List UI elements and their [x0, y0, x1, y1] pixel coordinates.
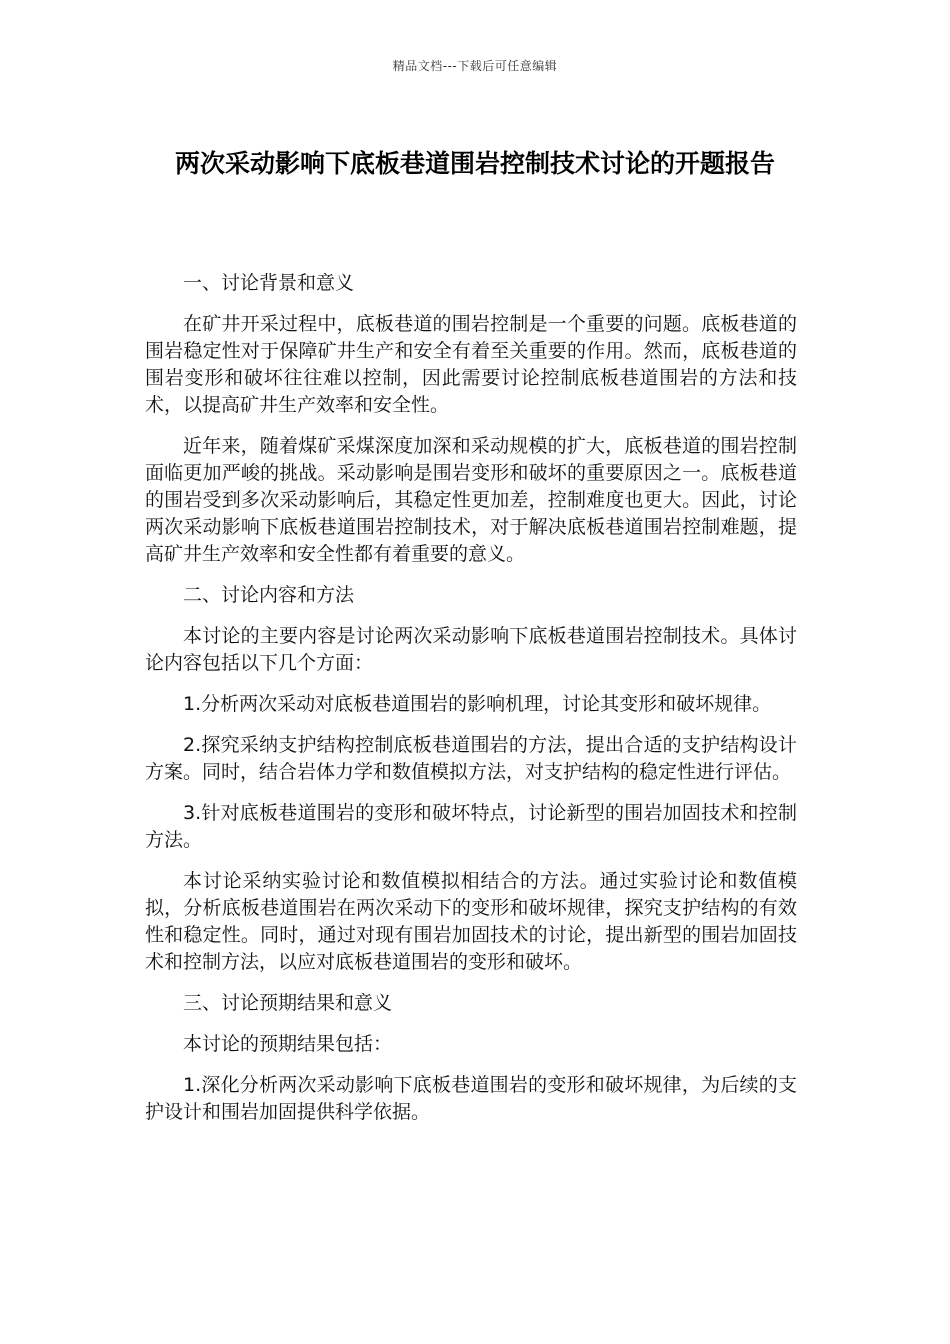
list-item: 1.分析两次采动对底板巷道围岩的影响机理，讨论其变形和破坏规律。: [183, 693, 772, 715]
document-body: [145, 270, 797, 1140]
header-note: 精品文档---下载后可任意编辑: [392, 59, 558, 73]
paragraph: 本讨论采纳实验讨论和数值模拟相结合的方法。通过实验讨论和数值模拟，分析底板巷道围岩在两次采动下的变形和破坏规律，探究支护结构的有效性和稳定性。同时，通过对现有围岩加固技术的讨论，提出新型的围岩加固技术和控制方法，以应对底板巷道围岩的变形和破坏。: [145, 870, 797, 973]
paragraph: 近年来，随着煤矿采煤深度加深和采动规模的扩大，底板巷道的围岩控制面临更加严峻的挑战。采动影响是围岩变形和破坏的重要原因之一。底板巷道的围岩受到多次采动影响后，其稳定性更加差，控制难度也更大。因此，讨论两次采动影响下底板巷道围岩控制技术，对于解决底板巷道围岩控制难题，提高矿井生产效率和安全性都有着重要的意义。: [145, 435, 797, 565]
document-title: 两次采动影响下底板巷道围岩控制技术讨论的开题报告: [174, 149, 775, 178]
section-heading-background: 一、讨论背景和意义: [183, 272, 355, 294]
paragraph: 本讨论的预期结果包括：: [183, 1033, 393, 1055]
list-item: 3.针对底板巷道围岩的变形和破坏特点，讨论新型的围岩加固技术和控制方法。: [145, 802, 797, 851]
section-heading-content-methods: 二、讨论内容和方法: [183, 584, 355, 606]
paragraph: 在矿井开采过程中，底板巷道的围岩控制是一个重要的问题。底板巷道的围岩稳定性对于保障矿井生产和安全有着至关重要的作用。然而，底板巷道的围岩变形和破坏往往难以控制，因此需要讨论控制底板巷道围岩的方法和技术，以提高矿井生产效率和安全性。: [145, 313, 797, 416]
paragraph: 本讨论的主要内容是讨论两次采动影响下底板巷道围岩控制技术。具体讨论内容包括以下几个方面：: [145, 625, 797, 674]
section-heading-expected-results: 三、讨论预期结果和意义: [183, 992, 393, 1014]
list-item: 2.探究采纳支护结构控制底板巷道围岩的方法，提出合适的支护结构设计方案。同时，结合岩体力学和数值模拟方法，对支护结构的稳定性进行评估。: [145, 734, 797, 783]
list-item: 1.深化分析两次采动影响下底板巷道围岩的变形和破坏规律，为后续的支护设计和围岩加固提供科学依据。: [145, 1074, 797, 1123]
